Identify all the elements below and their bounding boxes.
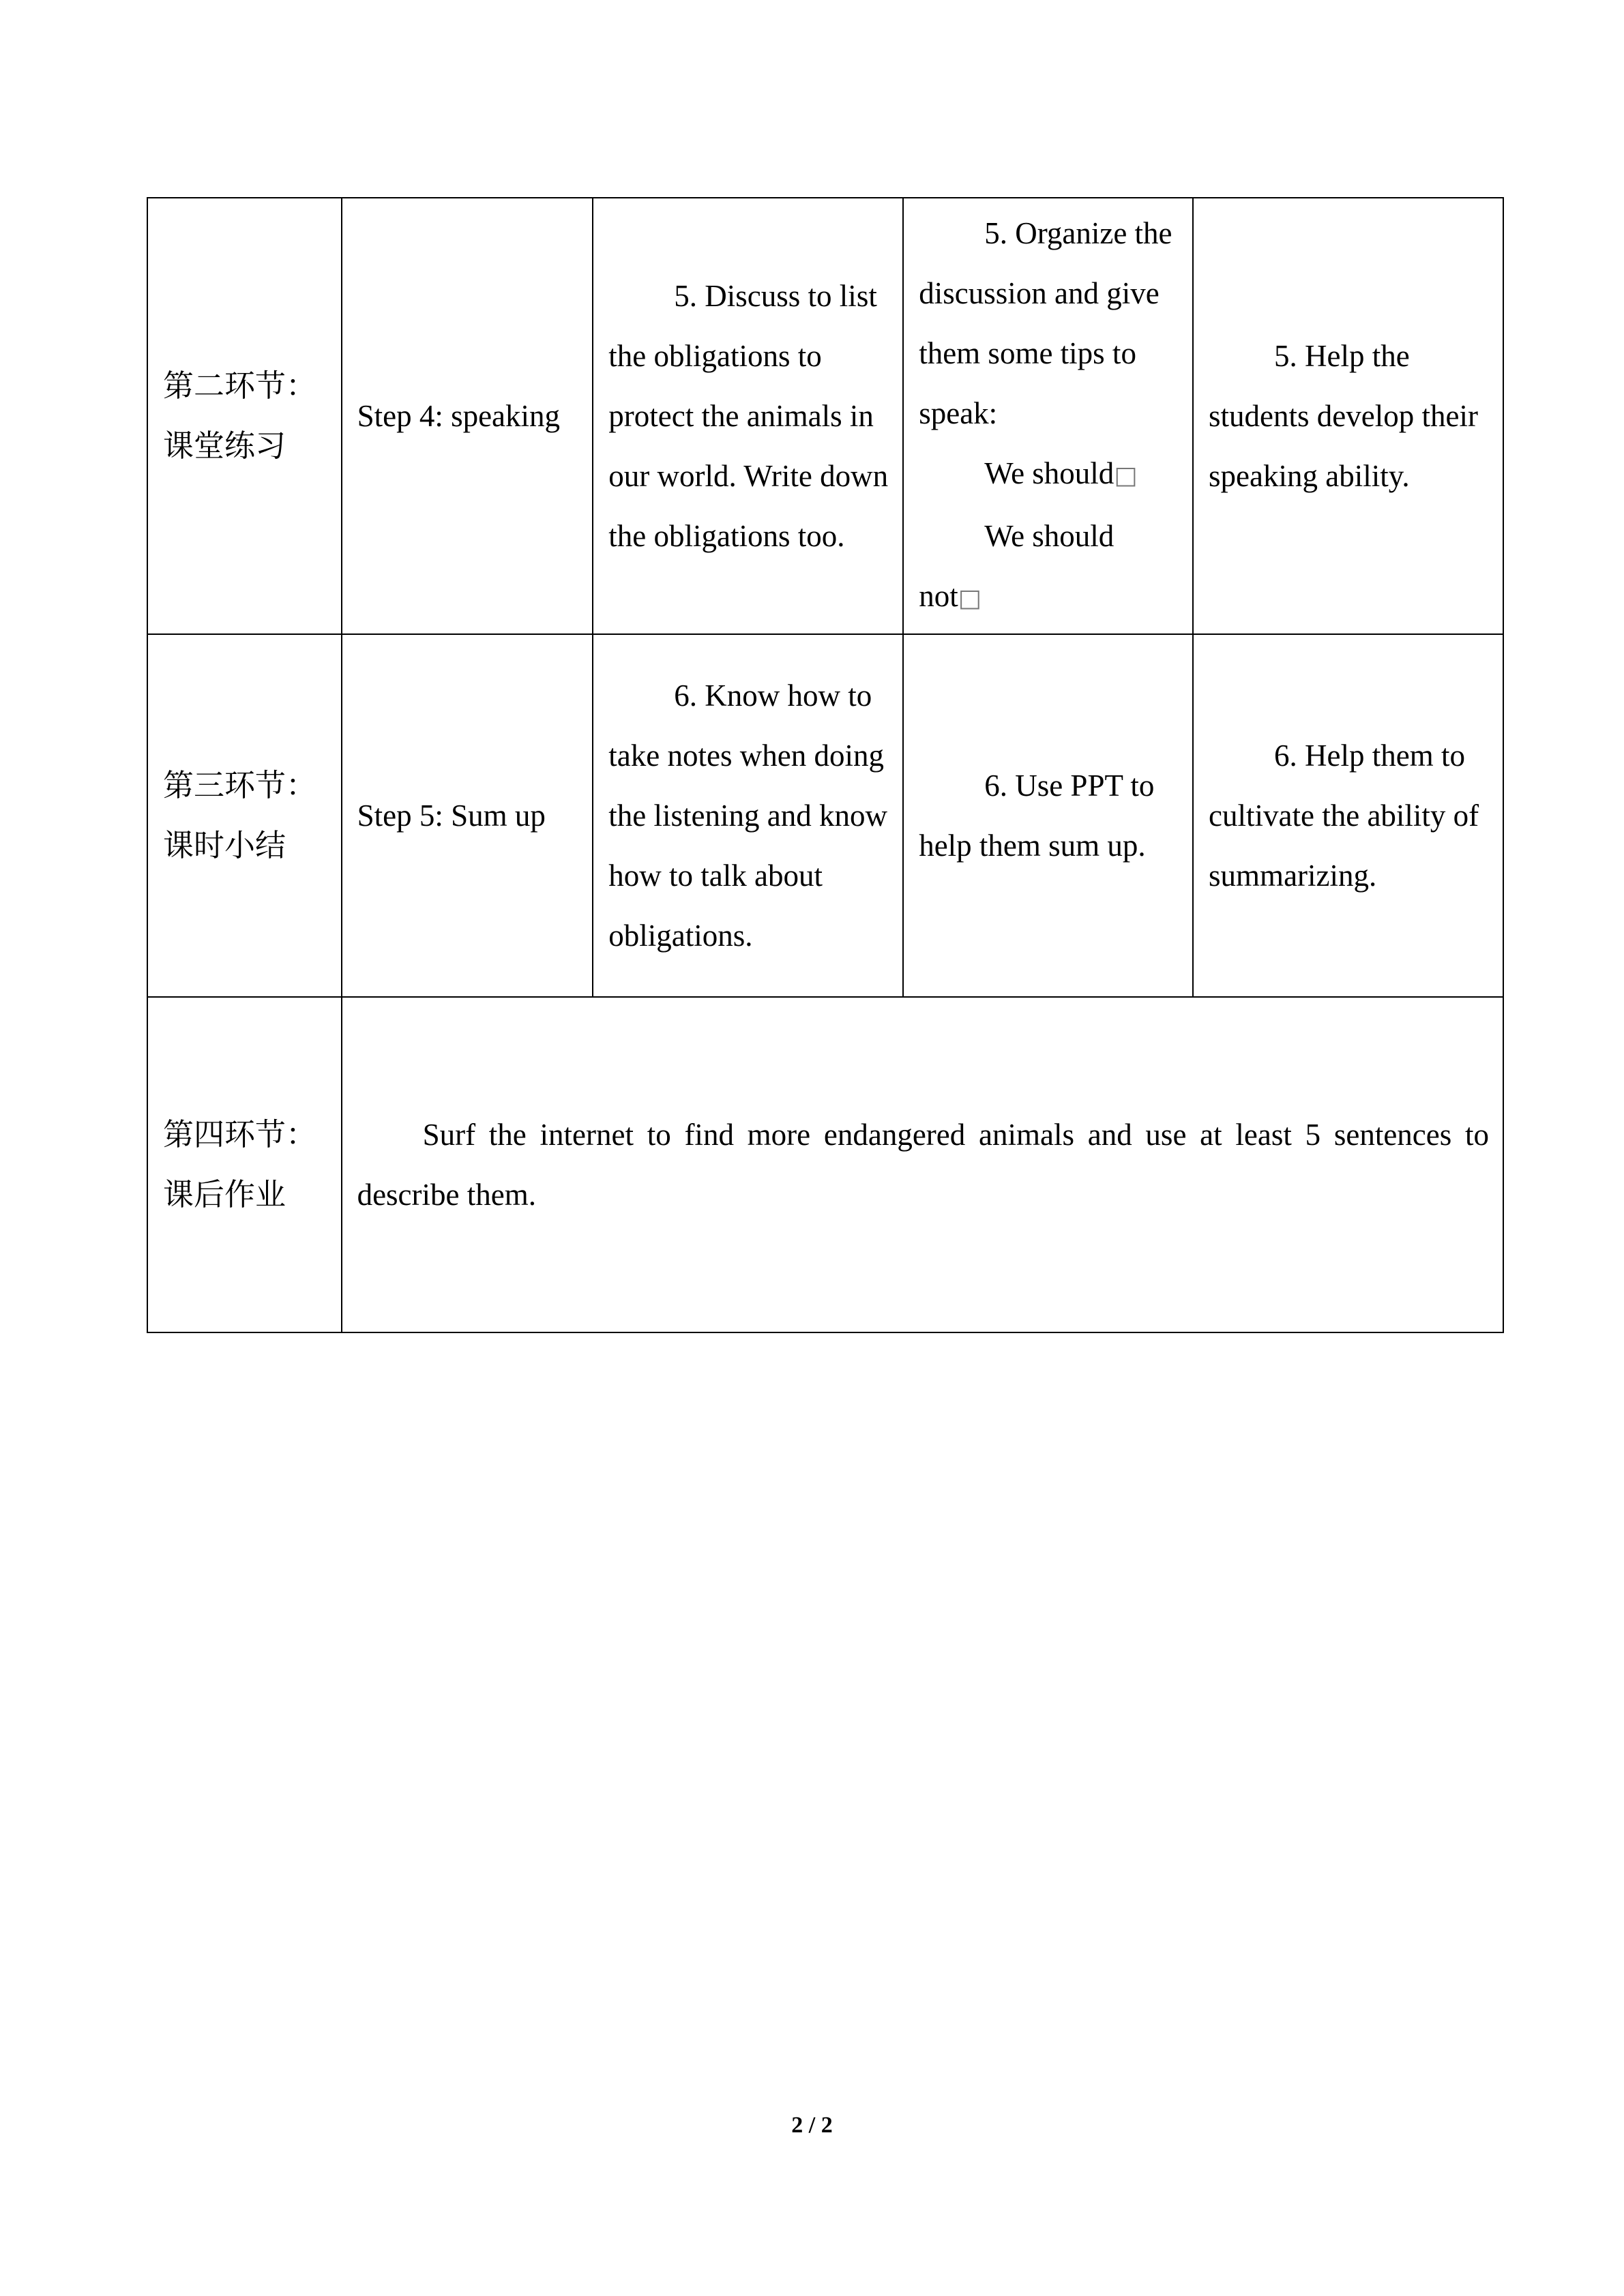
lesson-plan-table — [147, 197, 1504, 1333]
stage-cell — [147, 997, 342, 1332]
stage-title: 课堂练习 — [163, 428, 286, 464]
teacher-sentence-b: We should not□ — [919, 519, 1114, 613]
stage-label: 第三环节： — [163, 767, 317, 803]
table-row — [147, 198, 1503, 634]
teacher-cell — [903, 634, 1193, 997]
stage-title: 课时小结 — [163, 827, 286, 863]
stage-cell — [147, 198, 342, 634]
purpose-text: 5. Help the students develop their speaking ability. — [1209, 339, 1478, 493]
homework-cell — [342, 997, 1503, 1332]
homework-text: Surf the internet to find more endangered animals and use at least 5 sentences to describe them. — [357, 1118, 1489, 1212]
activity-cell — [593, 198, 903, 634]
teacher-sentence-a: We should□ — [984, 456, 1138, 490]
teacher-cell — [903, 198, 1193, 634]
step-cell — [342, 634, 593, 997]
stage-label: 第二环节： — [163, 368, 317, 404]
table-row — [147, 634, 1503, 997]
teacher-intro: 5. Organize the discussion and give them some tips to speak: — [919, 216, 1172, 430]
stage-cell — [147, 634, 342, 997]
page-number: 2 / 2 — [791, 2113, 833, 2138]
stage-title: 课后作业 — [163, 1176, 286, 1212]
step-text: Step 5: Sum up — [357, 799, 546, 833]
teacher-text: 6. Use PPT to help them sum up. — [919, 769, 1155, 863]
blank-box: □ — [1114, 462, 1138, 490]
activity-cell — [593, 634, 903, 997]
table-row — [147, 997, 1503, 1332]
purpose-cell — [1193, 198, 1503, 634]
stage-label: 第四环节： — [163, 1116, 317, 1152]
purpose-cell — [1193, 634, 1503, 997]
blank-box: □ — [958, 584, 981, 612]
purpose-text: 6. Help them to cultivate the ability of summarizing. — [1209, 739, 1479, 893]
activity-text: 6. Know how to take notes when doing the listening and know how to talk about obligations. — [608, 679, 887, 953]
step-cell — [342, 198, 593, 634]
activity-text: 5. Discuss to list the obligations to protect the animals in our world. Write down the obligations too. — [608, 279, 889, 553]
step-text: Step 4: speaking — [357, 399, 561, 433]
